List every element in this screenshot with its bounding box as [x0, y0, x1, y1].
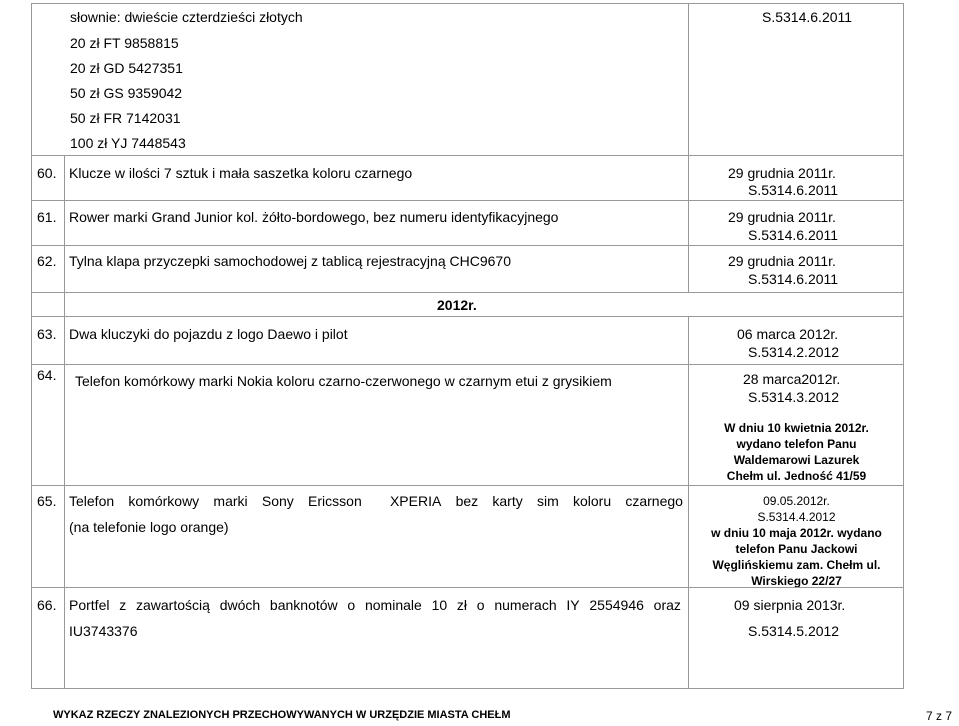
- word: IY: [566, 597, 580, 613]
- release-note: [689, 420, 904, 484]
- word: bez: [455, 493, 479, 509]
- year-header: 2012r.: [437, 297, 477, 313]
- item-number: 60.: [37, 165, 57, 181]
- item-reference: S.5314.2.2012: [748, 344, 840, 360]
- word: Ericsson: [308, 493, 362, 509]
- item-reference: S.5314.3.2012: [748, 389, 840, 405]
- item-date: 06 marca 2012r.: [737, 326, 839, 342]
- item-number: 63.: [37, 326, 57, 342]
- item-date: 09 sierpnia 2013r.: [734, 597, 846, 613]
- word: nominale: [364, 597, 422, 613]
- row-divider: [31, 316, 904, 317]
- item-number: 66.: [37, 597, 57, 613]
- reference-number: S.5314.6.2011: [762, 9, 853, 25]
- banknote-line: 20 zł FT 9858815: [70, 35, 179, 51]
- word: sim: [536, 493, 559, 509]
- item-number: 61.: [37, 209, 57, 225]
- item-date: 29 grudnia 2011r.: [728, 165, 836, 181]
- word: Sony: [261, 493, 294, 509]
- row-divider: [31, 587, 904, 588]
- item-reference: S.5314.6.2011: [748, 182, 839, 198]
- row-divider: [31, 155, 904, 156]
- word: z: [119, 597, 127, 613]
- item-date: 09.05.2012r.: [763, 494, 830, 508]
- amount-words: słownie: dwieście czterdzieści złotych: [70, 9, 303, 25]
- item-date: 28 marca2012r.: [743, 371, 841, 387]
- word: komórkowy: [128, 493, 200, 509]
- item-number: 62.: [37, 253, 57, 269]
- page-number: 7 z 7: [925, 709, 952, 723]
- word: dwóch: [219, 597, 261, 613]
- banknote-line: 20 zł GD 5427351: [70, 60, 183, 76]
- row-divider: [31, 485, 904, 486]
- item-description-continued: (na telefonie logo orange): [69, 519, 229, 535]
- release-note-line: Wirskiego 22/27: [751, 574, 842, 588]
- row-divider: [31, 245, 904, 246]
- item-number: 64.: [37, 367, 57, 383]
- banknote-line: 100 zł YJ 7448543: [70, 135, 186, 151]
- release-note-line: Waldemarowi Lazurek: [733, 453, 860, 467]
- item-date: 29 grudnia 2011r.: [728, 253, 836, 269]
- release-note-line: telefon Panu Jackowi: [735, 542, 858, 556]
- release-note-line: Węglińskiemu zam. Chełm ul.: [712, 558, 881, 572]
- word: marki: [213, 493, 248, 509]
- release-note-line: w dniu 10 maja 2012r. wydano: [711, 526, 882, 540]
- item-date: 29 grudnia 2011r.: [728, 209, 836, 225]
- banknote-line: 50 zł GS 9359042: [70, 85, 183, 101]
- word: 10: [431, 597, 448, 613]
- row-divider: [31, 200, 904, 201]
- release-note-line: W dniu 10 kwietnia 2012r.: [724, 421, 869, 435]
- item-reference: S.5314.6.2011: [748, 227, 839, 243]
- word: banknotów: [269, 597, 338, 613]
- column-divider: [64, 155, 65, 689]
- item-number: 65.: [37, 493, 57, 509]
- word: XPERIA: [389, 493, 442, 509]
- item-details: [689, 493, 904, 589]
- word: zawartością: [136, 597, 210, 613]
- item-description: Klucze w ilości 7 sztuk i mała saszetka koloru czarnego: [69, 165, 413, 181]
- word: Telefon: [69, 493, 115, 509]
- word: 2554946: [589, 597, 644, 613]
- release-note-line: Chełm ul. Jedność 41/59: [726, 469, 867, 483]
- banknote-line: 50 zł FR 7142031: [70, 110, 181, 126]
- item-description: [69, 596, 681, 614]
- word: czarnego: [625, 493, 683, 509]
- row-divider: [31, 292, 904, 293]
- row-divider: [31, 364, 904, 365]
- word: numerach: [494, 597, 557, 613]
- word: o: [347, 597, 356, 613]
- release-note-line: wydano telefon Panu: [736, 437, 857, 451]
- column-divider: [688, 3, 689, 292]
- word: zł: [456, 597, 468, 613]
- item-reference: S.5314.4.2012: [757, 510, 836, 524]
- word: oraz: [653, 597, 681, 613]
- item-description: Telefon komórkowy marki Nokia koloru czarno-czerwonego w czarnym etui z grysikiem: [75, 373, 612, 389]
- item-reference: S.5314.5.2012: [748, 623, 840, 639]
- item-description: Tylna klapa przyczepki samochodowej z tablicą rejestracyjną CHC9670: [69, 253, 511, 269]
- item-description: Dwa kluczyki do pojazdu z logo Daewo i pilot: [69, 326, 348, 342]
- item-description: [69, 492, 683, 510]
- word: o: [476, 597, 485, 613]
- item-reference: S.5314.6.2011: [748, 271, 839, 287]
- word: karty: [492, 493, 523, 509]
- word: Portfel: [69, 597, 110, 613]
- word: koloru: [572, 493, 612, 509]
- footer-title: WYKAZ RZECZY ZNALEZIONYCH PRZECHOWYWANYCH W URZĘDZIE MIASTA CHEŁM: [53, 709, 511, 721]
- item-description-continued: IU3743376: [69, 623, 138, 639]
- item-description: Rower marki Grand Junior kol. żółto-bordowego, bez numeru identyfikacyjnego: [69, 209, 559, 225]
